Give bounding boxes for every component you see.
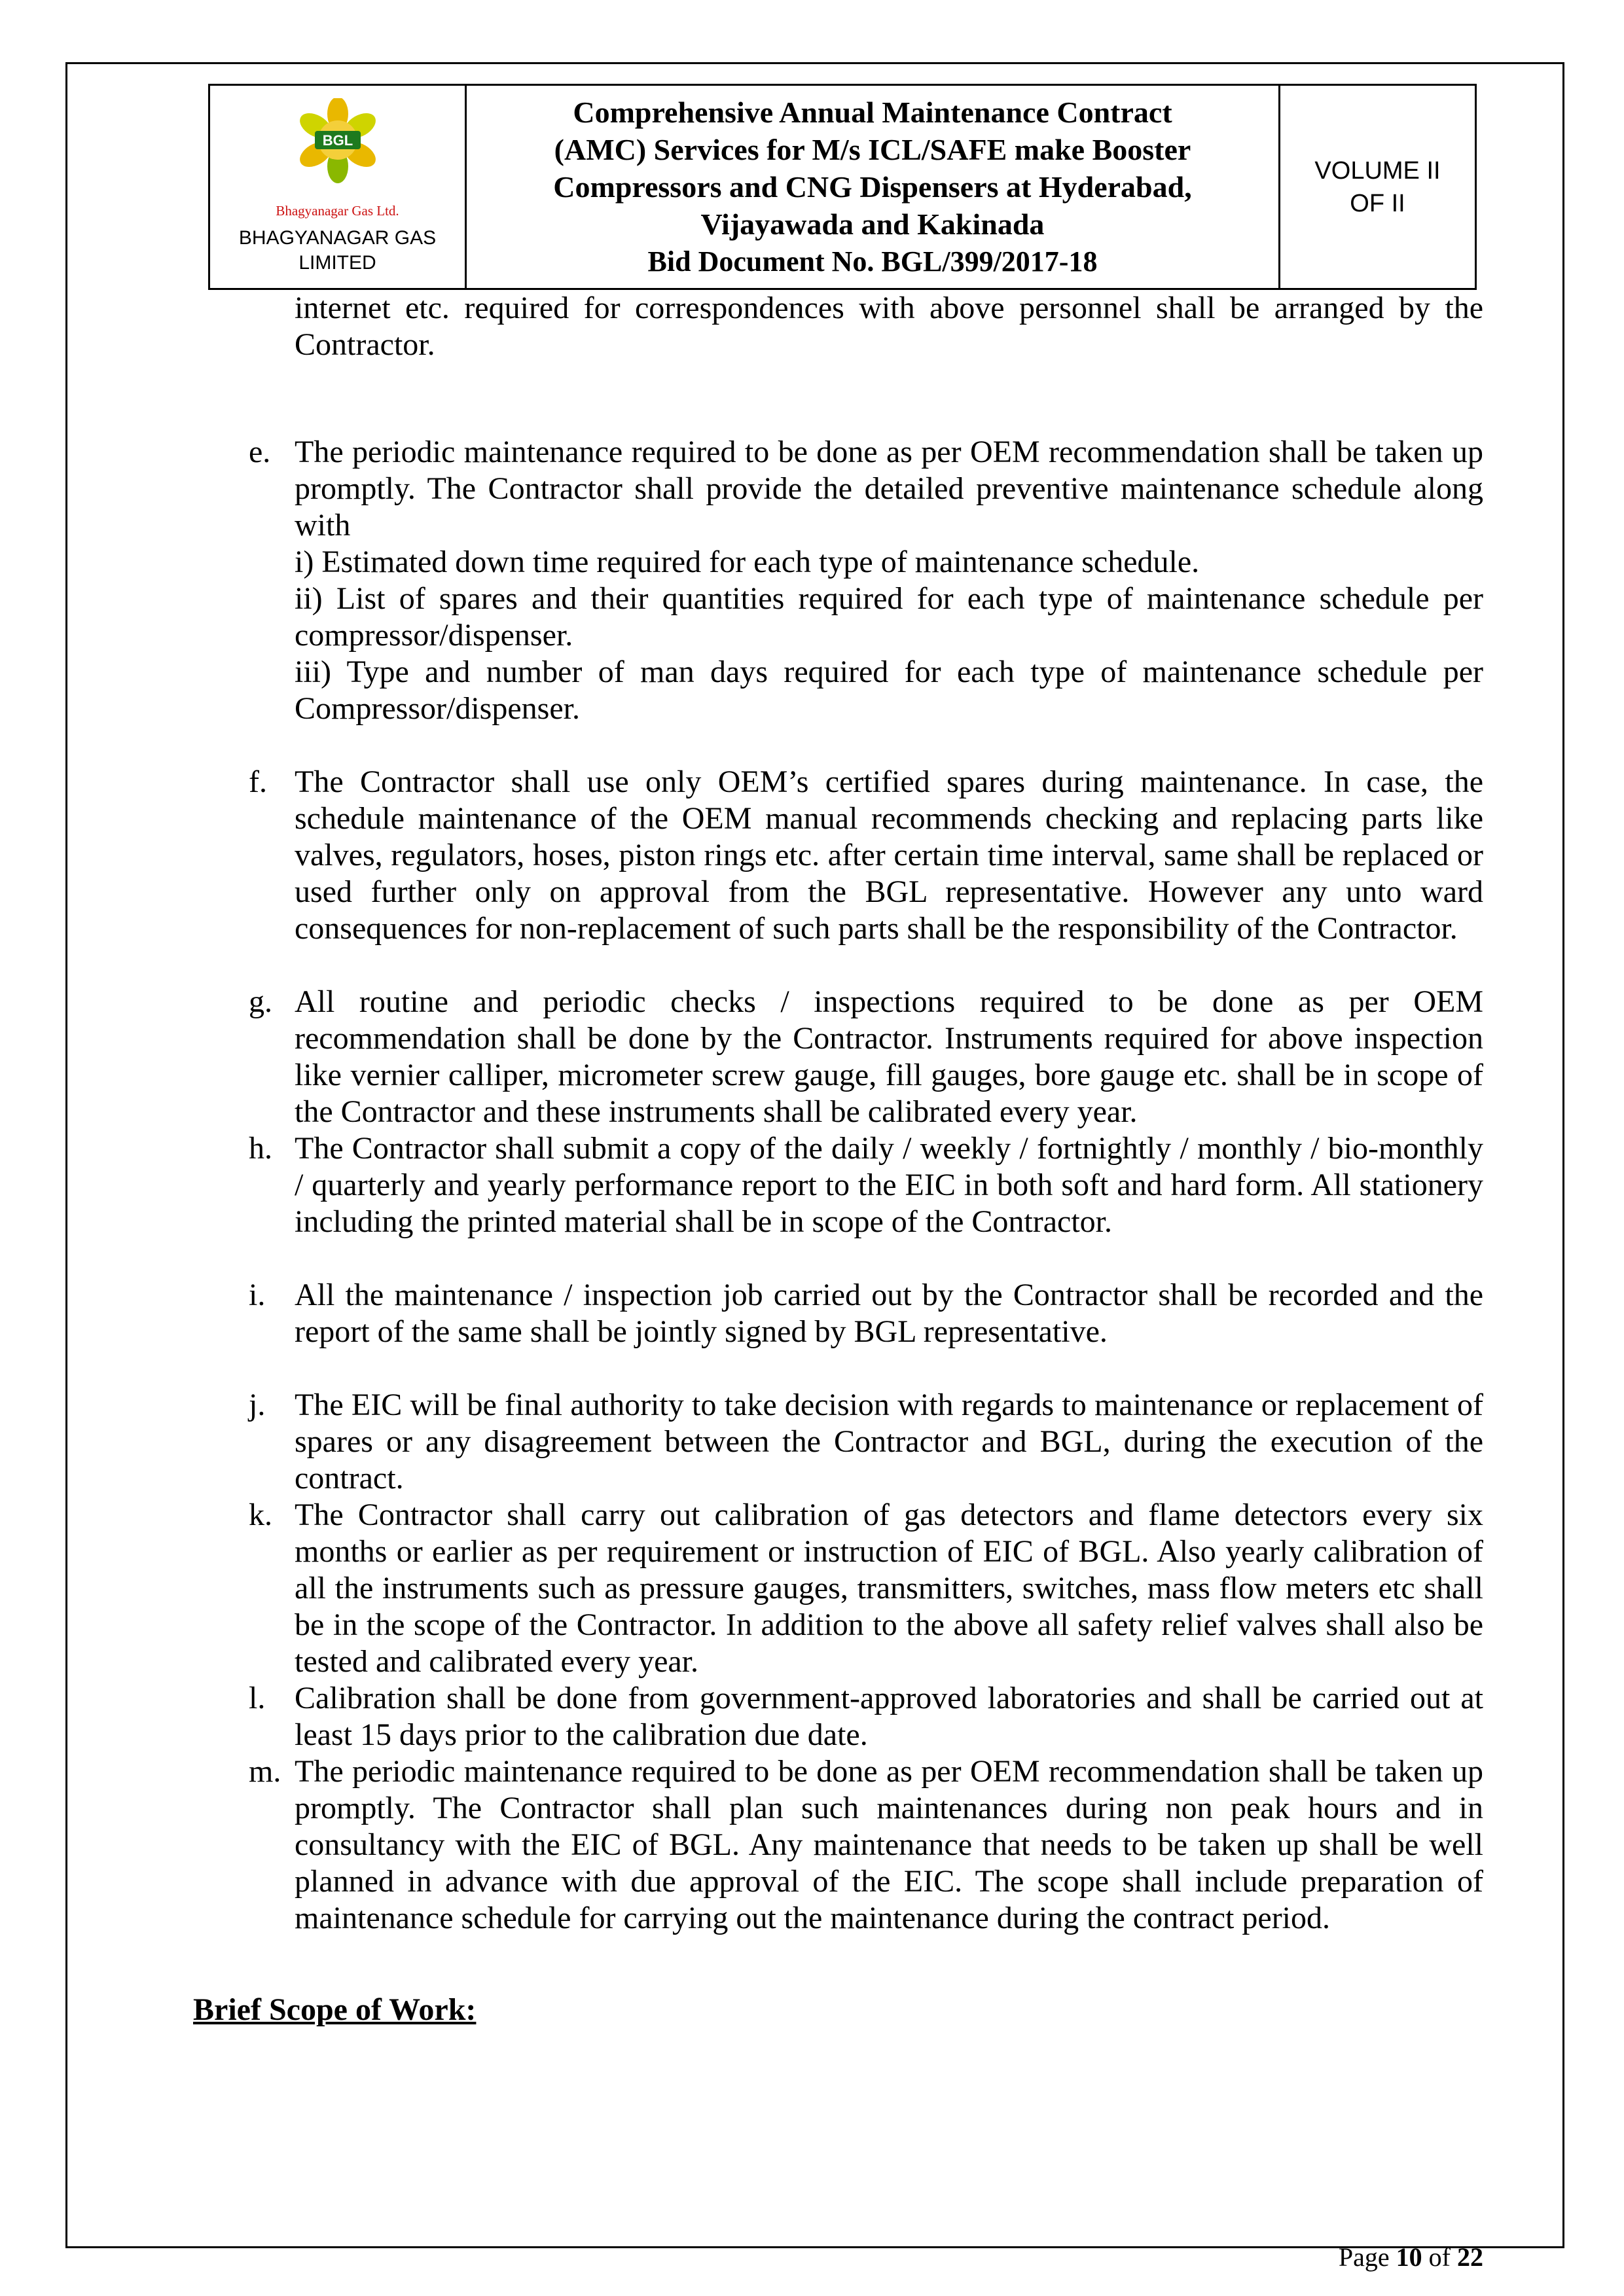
list-item-text: The Contractor shall carry out calibration of gas detectors and flame detectors every six months or earlier as per requirement or instruction of EIC of BGL. Also yearly calibration of all the instruments such as pressure gauges, transmitters, switches, mass flow meters etc shall be in the scope of the Contractor. In addition to the above all safety relief valves shall also be tested and calibrated every year.	[295, 1498, 1483, 1679]
list-item-label: e.	[249, 435, 271, 469]
list-item-g	[249, 984, 1483, 1130]
list-item-label: j.	[249, 1388, 266, 1422]
volume-line1: VOLUME II	[1314, 156, 1441, 185]
document-header	[208, 84, 1477, 290]
list-item-e	[249, 434, 1483, 727]
doc-title-line: Comprehensive Annual Maintenance Contract	[573, 96, 1172, 129]
page-footer	[1339, 2242, 1483, 2272]
company-logo-icon	[279, 98, 397, 202]
header-volume-cell	[1278, 86, 1475, 288]
sub-item-i: i) Estimated down time required for each type of maintenance schedule.	[295, 545, 1200, 579]
list-item-label: h.	[249, 1131, 272, 1166]
list-item-text	[295, 434, 1483, 727]
org-name-line1: BHAGYANAGAR GAS	[238, 227, 437, 249]
bid-document-number: Bid Document No. BGL/399/2017-18	[647, 245, 1098, 278]
section-heading: Brief Scope of Work:	[193, 1992, 477, 2027]
list-item-i	[249, 1277, 1483, 1350]
list-item-text: The Contractor shall submit a copy of the daily / weekly / fortnightly / monthly / bio-monthly / quarterly and yearly performance report to the EIC in both soft and hard form. All stationery including the printed material shall be in scope of the Contractor.	[295, 1131, 1483, 1239]
list-item-f	[249, 764, 1483, 947]
intro-paragraph: internet etc. required for correspondences with above personnel shall be arranged by the Contractor.	[295, 291, 1483, 362]
sub-item-ii: ii) List of spares and their quantities required for each type of maintenance schedule per compressor/dispenser.	[295, 581, 1483, 653]
volume-line2: OF II	[1350, 189, 1405, 217]
list-item-text: All routine and periodic checks / inspections required to be done as per OEM recommendation shall be done by the Contractor. Instruments required for above inspection like vernier calliper, micrometer screw gauge, fill gauges, bore gauge etc. shall be in scope of the Contractor and these instruments shall be calibrated every year.	[295, 984, 1483, 1129]
list-item-label: i.	[249, 1278, 266, 1312]
list-item-text: All the maintenance / inspection job carried out by the Contractor shall be recorded and the report of the same shall be jointly signed by BGL representative.	[295, 1278, 1483, 1349]
logo-flower-graphic	[279, 98, 397, 202]
footer-page-total: 22	[1457, 2242, 1483, 2272]
list-item-main-text: The periodic maintenance required to be done as per OEM recommendation shall be taken up promptly. The Contractor shall provide the detailed preventive maintenance schedule along with	[295, 435, 1483, 543]
list-item-text: The Contractor shall use only OEM’s certified spares during maintenance. In case, the schedule maintenance of the OEM manual recommends checking and replacing parts like valves, regulators, hoses, piston rings etc. after certain time interval, same shall be replaced or used further only on approval from the BGL representative. However any unto ward consequences for non-replacement of such parts shall be the responsibility of the Contractor.	[295, 764, 1483, 946]
list-item-m	[249, 1753, 1483, 1937]
doc-title-line: Compressors and CNG Dispensers at Hyderabad,	[553, 170, 1192, 204]
footer-page-prefix: Page	[1338, 2242, 1396, 2272]
logo-caption: Bhagyanagar Gas Ltd.	[276, 203, 399, 219]
list-item-label: k.	[249, 1498, 272, 1532]
list-item-text: The periodic maintenance required to be done as per OEM recommendation shall be taken up promptly. The Contractor shall plan such maintenances during non peak hours and in consultancy with the EIC of BGL. Any maintenance that needs to be taken up shall be well planned in advance with due approval of the EIC. The scope shall include preparation of maintenance schedule for carrying out the maintenance during the contract period.	[295, 1754, 1483, 1935]
footer-page-number: 10	[1396, 2242, 1422, 2272]
sub-item-iii: iii) Type and number of man days required for each type of maintenance schedule per Compressor/dispenser.	[295, 655, 1483, 726]
org-name	[239, 226, 436, 276]
list-item-label: l.	[249, 1681, 266, 1715]
list-item-k	[249, 1497, 1483, 1680]
doc-title-line: Vijayawada and Kakinada	[700, 207, 1045, 241]
list-item-l	[249, 1680, 1483, 1753]
document-body	[193, 290, 1483, 2028]
list-item-label: f.	[249, 764, 267, 799]
list-item-label: g.	[249, 984, 272, 1019]
list-item-text: The EIC will be final authority to take decision with regards to maintenance or replacement of spares or any disagreement between the Contractor and BGL, during the execution of the contract.	[295, 1388, 1483, 1496]
logo-monogram: BGL	[322, 132, 353, 149]
footer-page-separator: of	[1422, 2242, 1457, 2272]
list-item-label: m.	[249, 1754, 281, 1789]
list-item-text: Calibration shall be done from government-approved laboratories and shall be carried out at least 15 days prior to the calibration due date.	[295, 1681, 1483, 1752]
doc-title-line: (AMC) Services for M/s ICL/SAFE make Booster	[554, 133, 1191, 166]
header-logo-cell	[210, 86, 467, 288]
list-item-j	[249, 1387, 1483, 1497]
list-item-h	[249, 1130, 1483, 1240]
header-title-cell	[467, 86, 1278, 288]
org-name-line2: LIMITED	[298, 252, 376, 274]
